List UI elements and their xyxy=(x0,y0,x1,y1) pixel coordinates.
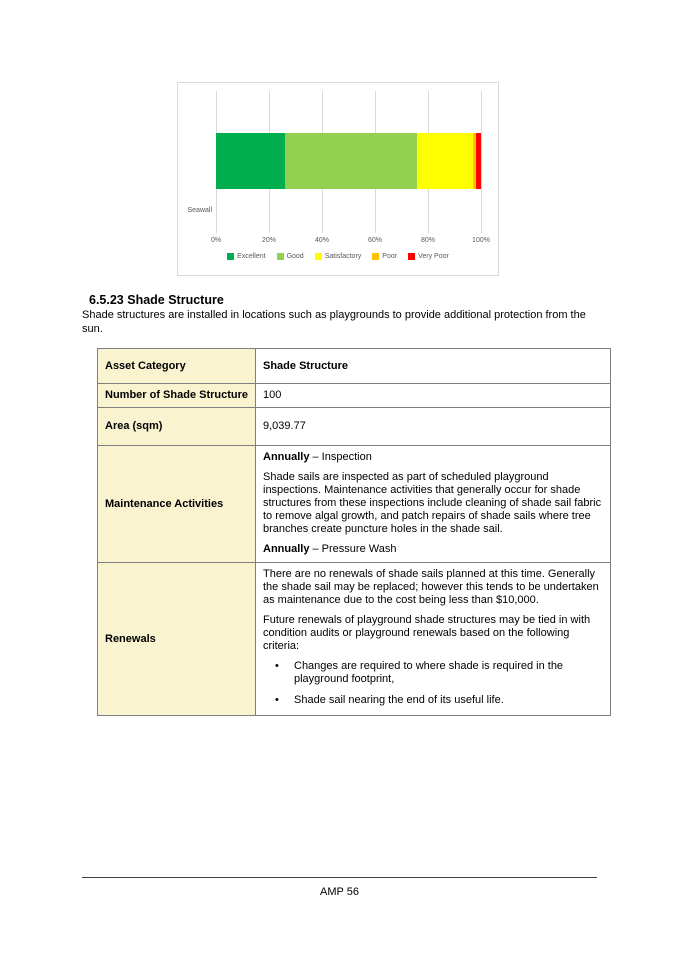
x-tick-label: 40% xyxy=(314,237,330,244)
legend-label: Excellent xyxy=(237,253,266,260)
bar-segment-very-poor xyxy=(476,133,481,189)
stacked-bar xyxy=(216,133,481,189)
footer-rule xyxy=(82,877,597,878)
chart-plot xyxy=(216,91,481,233)
legend-item-good xyxy=(277,253,304,260)
row-value-area-sqm: 9,039.77 xyxy=(256,408,611,446)
maintenance-item-1-detail: Shade sails are inspected as part of scheduled playground inspections. Maintenance activities that generally occur for shade structures from these inspections include cleaning of shade sail fabric to remove algal growth, and patch repairs of shade sails where tree branches create puncture holes in the shade sail. xyxy=(263,471,602,535)
row-label-area-sqm: Area (sqm) xyxy=(98,408,256,446)
table-row xyxy=(98,349,611,384)
x-tick-label: 20% xyxy=(261,237,277,244)
bar-segment-good xyxy=(285,133,418,189)
legend-item-poor xyxy=(372,253,397,260)
chart-x-axis xyxy=(210,237,490,247)
row-label-renewals: Renewals xyxy=(98,563,256,716)
x-tick-label: 0% xyxy=(210,237,222,244)
asset-table xyxy=(97,348,611,716)
x-tick-label: 80% xyxy=(420,237,436,244)
legend-label: Good xyxy=(286,253,304,260)
x-tick-label: 60% xyxy=(367,237,383,244)
maintenance-item-2: Annually – Pressure Wash xyxy=(263,543,397,555)
x-tick-label: 100% xyxy=(472,237,490,244)
legend-marker-excellent-icon xyxy=(227,253,234,260)
legend-item-satisfactory xyxy=(315,253,362,260)
category-label: Seawall xyxy=(187,207,212,214)
legend-item-excellent xyxy=(227,253,265,260)
row-label-maintenance-activities: Maintenance Activities xyxy=(98,446,256,563)
footer-page-label: AMP 56 xyxy=(320,886,359,898)
legend-marker-very-poor-icon xyxy=(408,253,415,260)
renewals-paragraph-1: There are no renewals of shade sails planned at this time. Generally the shade sail may be replaced; however this tends to be undertaken as maintenance due to the cost being less than $10,000. xyxy=(263,568,599,606)
bullet-icon: • xyxy=(275,694,279,706)
legend-marker-good-icon xyxy=(277,253,284,260)
row-label-asset-category: Asset Category xyxy=(98,349,256,384)
table-row xyxy=(98,446,611,563)
row-value-number-of-shade-structure: 100 xyxy=(256,384,611,408)
row-value-renewals xyxy=(256,563,611,716)
row-label-number-of-shade-structure: Number of Shade Structure xyxy=(98,384,256,408)
bullet-icon: • xyxy=(275,660,279,672)
renewals-paragraph-2: Future renewals of playground shade structures may be tied in with condition audits or playground renewals based on the following criteria: xyxy=(263,614,591,652)
legend-marker-poor-icon xyxy=(372,253,379,260)
legend-label: Very Poor xyxy=(418,253,449,260)
intro-paragraph: Shade structures are installed in locations such as playgrounds to provide additional protection from the sun. xyxy=(82,309,586,335)
legend-label: Poor xyxy=(382,253,398,260)
table-row xyxy=(98,384,611,408)
renewals-bullet-2: • Shade sail nearing the end of its useful life. xyxy=(275,694,504,706)
row-value-asset-category: Shade Structure xyxy=(256,349,611,384)
bar-segment-satisfactory xyxy=(417,133,473,189)
bar-segment-excellent xyxy=(216,133,285,189)
section-heading: 6.5.23 Shade Structure xyxy=(89,293,224,307)
condition-chart xyxy=(177,82,499,276)
legend-label: Satisfactory xyxy=(324,253,362,260)
legend-item-very-poor xyxy=(408,253,449,260)
maintenance-item-1: Annually – Inspection xyxy=(263,451,372,463)
row-value-maintenance-activities xyxy=(256,446,611,563)
chart-legend xyxy=(178,253,498,260)
legend-marker-satisfactory-icon xyxy=(315,253,322,260)
table-row xyxy=(98,563,611,716)
renewals-bullet-1: • Changes are required to where shade is required in the playground footprint, xyxy=(275,660,564,685)
table-row xyxy=(98,408,611,446)
